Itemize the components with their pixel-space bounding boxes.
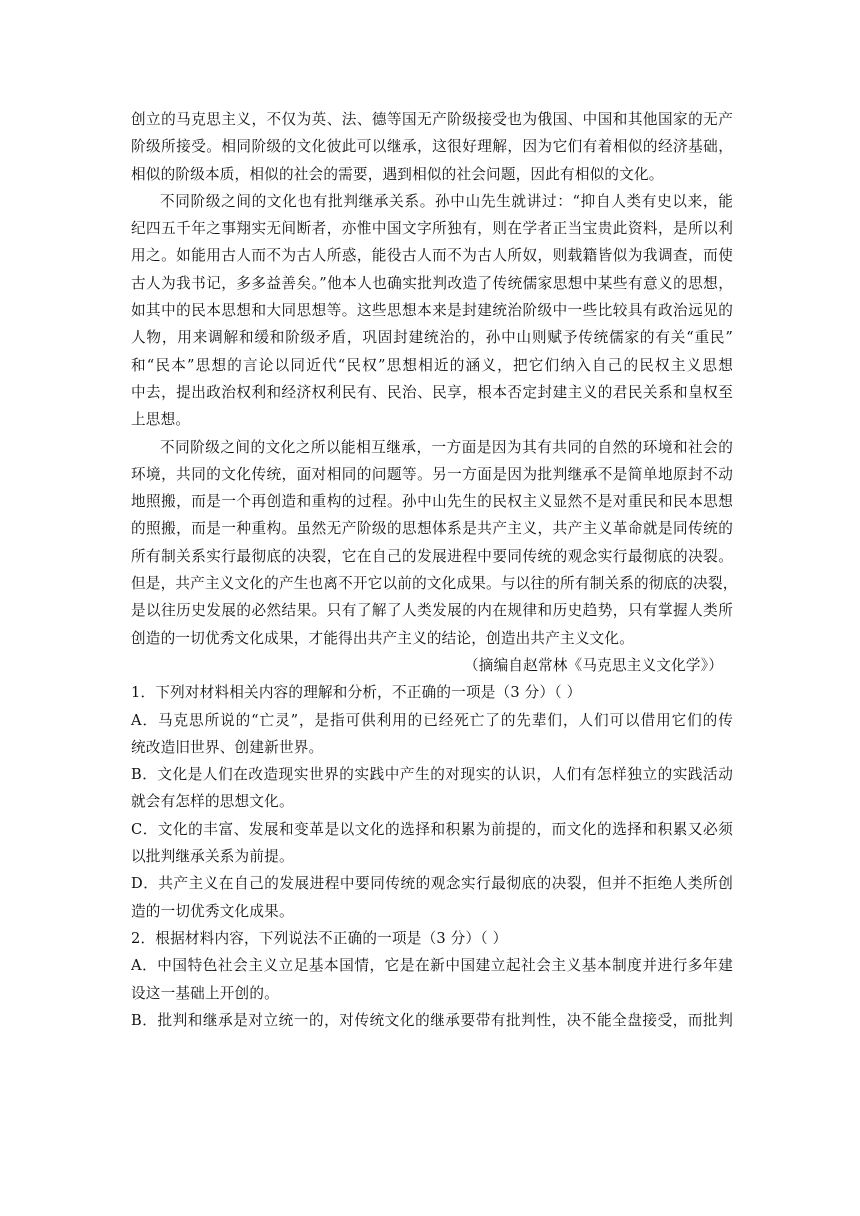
text-line: 的照搬，而是一种重构。虽然无产阶级的思想体系是共产主义，共产主义革命就是同传统的: [131, 520, 733, 538]
question-stem: 1．下列对材料相关内容的理解和分析，不正确的一项是（3 分）（ ）: [131, 684, 582, 702]
option-a-continued: 统改造旧世界、创建新世界。: [131, 738, 324, 756]
option-c-continued: 以批判继承关系为前提。: [131, 848, 294, 866]
document-body: [131, 106, 738, 1034]
text-line: 环境，共同的文化传统，面对相同的问题等。另一方面是因为批判继承不是简单地原封不动: [131, 465, 733, 483]
question-2: [131, 925, 733, 1034]
text-line: 不同阶级之间的文化之所以能相互继承，一方面是因为其有共同的自然的环境和社会的: [160, 438, 733, 456]
text-line: 是以往历史发展的必然结果。只有了解了人类发展的内在规律和历史趋势，只有掌握人类所: [131, 602, 733, 620]
paragraph-1: [131, 106, 733, 188]
text-line: 相似的阶级本质，相似的社会的需要，遇到相似的社会问题，因此有相似的文化。: [131, 165, 664, 183]
text-line: 不同阶级之间的文化也有批判继承关系。孙中山先生就讲过：“抑自人类有史以来，能: [160, 192, 733, 210]
text-line: 古人为我书记，多多益善矣。”他本人也确实批判改造了传统儒家思想中某些有意义的思想，: [131, 274, 733, 292]
text-line: 如其中的民本思想和大同思想等。这些思想本来是封建统治阶级中一些比较具有政治远见的: [131, 302, 733, 320]
text-line: 但是，共产主义文化的产生也离不开它以前的文化成果。与以往的所有制关系的彻底的决裂，: [131, 575, 738, 593]
paragraph-2: [131, 188, 733, 434]
text-line: 用之。如能用古人而不为古人所惑，能役古人而不为古人所奴，则载籍皆似为我调查，而使: [131, 247, 733, 265]
option-b-continued: 就会有怎样的思想文化。: [131, 793, 294, 811]
option-a: A．中国特色社会主义立足基本国情，它是在新中国建立起社会主义基本制度并进行多年建: [131, 957, 733, 975]
option-d-continued: 造的一切优秀文化成果。: [131, 902, 294, 920]
question-stem: 2．根据材料内容，下列说法不正确的一项是（3 分）（ ）: [131, 929, 508, 947]
text-line: 创立的马克思主义，不仅为英、法、德等国无产阶级接受也为俄国、中国和其他国家的无产: [131, 111, 733, 128]
option-b: B．文化是人们在改造现实世界的实践中产生的对现实的认识，人们有怎样独立的实践活动: [131, 766, 733, 784]
text-line: 所有制关系实行最彻底的决裂，它在自己的发展进程中要同传统的观念实行最彻底的决裂。: [131, 547, 733, 565]
option-a: A．马克思所说的“亡灵”，是指可供利用的已经死亡了的先辈们，人们可以借用它们的传: [131, 711, 733, 729]
question-1: [131, 679, 733, 925]
option-c: C．文化的丰富、发展和变革是以文化的选择和积累为前提的，而文化的选择和积累又必须: [131, 820, 733, 838]
text-line: 阶级所接受。相同阶级的文化彼此可以继承，这很好理解，因为它们有着相似的经济基础，: [131, 138, 733, 156]
text-line: 人物，用来调解和缓和阶级矛盾，巩固封建统治的，孙中山则赋予传统儒家的有关“重民”: [131, 329, 733, 347]
text-line: 纪四五千年之事翔实无间断者，亦惟中国文字所独有，则在学者正当宝贵此资料，是所以利: [131, 220, 733, 238]
text-line: 和“民本”思想的言论以同近代“民权”思想相近的涵义，把它们纳入自己的民权主义思想: [131, 356, 733, 374]
option-b: B．批判和继承是对立统一的，对传统文化的继承要带有批判性，决不能全盘接受，而批判: [131, 1011, 733, 1029]
source-citation: （摘编自赵常林《马克思主义文化学》）: [464, 656, 723, 674]
paragraph-3: [131, 434, 738, 652]
option-d: D．共产主义在自己的发展进程中要同传统的观念实行最彻底的决裂，但并不拒绝人类所创: [131, 875, 733, 893]
text-line: 创造的一切优秀文化成果，才能得出共产主义的结论，创造出共产主义文化。: [131, 629, 634, 647]
option-a-continued: 设这一基础上开创的。: [131, 984, 279, 1002]
text-line: 地照搬，而是一个再创造和重构的过程。孙中山先生的民权主义显然不是对重民和民本思想: [131, 493, 733, 511]
text-line: 中去，提出政治权利和经济权利民有、民治、民享，根本否定封建主义的君民关系和皇权至: [131, 383, 733, 401]
text-line: 上思想。: [131, 411, 191, 429]
